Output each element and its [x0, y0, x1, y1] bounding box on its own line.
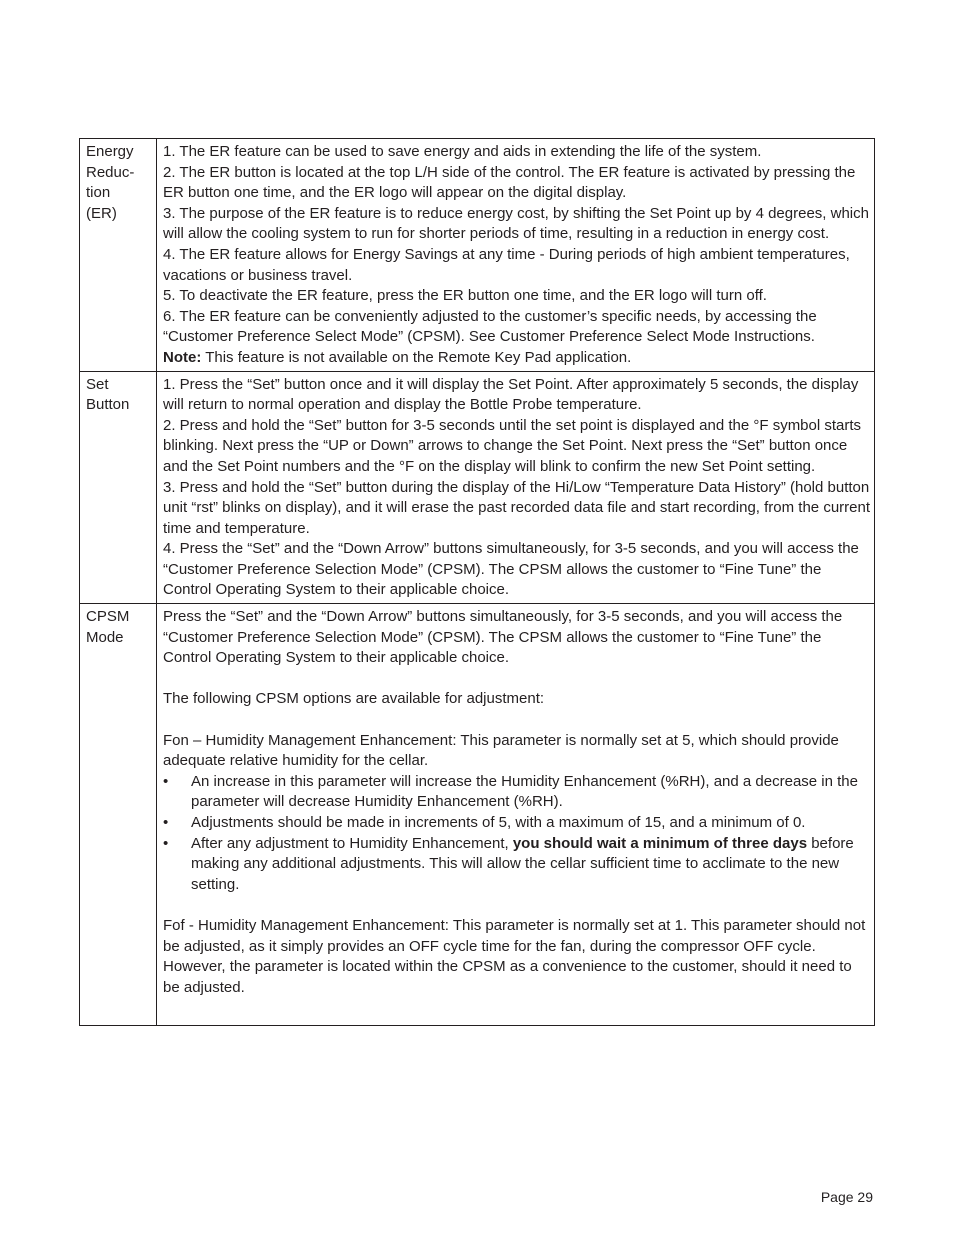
row-description-energy-reduction [157, 139, 875, 372]
er-item-1: 1. The ER feature can be used to save energy and aids in extending the life of the system. [163, 143, 762, 160]
table-row-set-button [80, 371, 875, 604]
page-number: Page 29 [820, 1189, 873, 1205]
fon-bullet-list [163, 772, 870, 896]
cpsm-intro: Press the “Set” and the “Down Arrow” buttons simultaneously, for 3-5 seconds, and you will access the “Customer Preference Selection Mode” (CPSM). The CPSM allows the customer to “Fine Tune” the Control Operating System to their applicable choice. [163, 608, 843, 667]
note-text: This feature is not available on the Remote Key Pad application. [201, 348, 632, 366]
label-line: Reduc- [86, 163, 135, 181]
set-item-4: 4. Press the “Set” and the “Down Arrow” buttons simultaneously, for 3-5 seconds, and you will access the “Customer Preference Selection Mode” (CPSM). The CPSM allows the customer to “Fine Tune” the Control Operating System to their applicable choice. [163, 540, 859, 599]
er-note [163, 348, 870, 369]
bullet-item: • Adjustments should be made in increments of 5, with a maximum of 15, and a minimum of 0. [163, 813, 870, 834]
label-line: Button [86, 396, 130, 414]
bullet-item: • An increase in this parameter will increase the Humidity Enhancement (%RH), and a decrease in the parameter will decrease Humidity Enhancement (%RH). [163, 772, 870, 813]
set-item-3: 3. Press and hold the “Set” button during the display of the Hi/Low “Temperature Data History” (hold button unit “rst” blinks on display), and it will erase the past recorded data file and start recording, from the current time and temperature. [163, 478, 870, 537]
er-item-5: 5. To deactivate the ER feature, press the ER button one time, and the ER logo will turn off. [163, 287, 767, 305]
er-item-2: 2. The ER button is located at the top L/H side of the control. The ER feature is activated by pressing the ER button one time, and the ER logo will appear on the digital display. [163, 163, 856, 202]
fof-description: Fof - Humidity Management Enhancement: This parameter is normally set at 1. This parameter should not be adjusted, as it simply provides an OFF cycle time for the fan, during the compressor OFF cycle. However, the parameter is located within the CPSM as a convenience to the customer, should it need to be adjusted. [163, 916, 866, 996]
label-line: Set [86, 375, 109, 393]
row-description-set-button [157, 371, 875, 604]
bullet-item [163, 834, 870, 896]
spacer [163, 669, 870, 690]
bullet-text: After any adjustment to Humidity Enhancement, [191, 834, 513, 852]
row-label-cpsm-mode [80, 604, 157, 1026]
er-item-3: 3. The purpose of the ER feature is to reduce energy cost, by shifting the Set Point up by 4 degrees, which will allow the cooling system to run for shorter periods of time, resulting in a reduction in energy cost. [163, 204, 869, 243]
row-label-energy-reduction [80, 139, 157, 372]
label-line: Energy [86, 143, 134, 160]
label-line: CPSM [86, 608, 130, 626]
spacer [163, 710, 870, 731]
set-item-1: 1. Press the “Set” button once and it will display the Set Point. After approximately 5 seconds, the display will return to normal operation and display the Bottle Probe temperature. [163, 375, 859, 414]
bullet-emphasis: you should wait a minimum of three days [512, 834, 808, 852]
label-line: tion [86, 184, 111, 202]
label-line: (ER) [86, 204, 117, 222]
table-row-energy-reduction [80, 139, 875, 372]
note-label: Note: [163, 348, 202, 366]
spacer [163, 895, 870, 916]
bullet-text: before making any additional adjustments. This will allow the cellar sufficient time to acclimate to the new setting. [191, 834, 854, 893]
er-item-4: 4. The ER feature allows for Energy Savings at any time - During periods of high ambient temperatures, vacations or business travel. [163, 245, 850, 284]
cpsm-options-intro: The following CPSM options are available for adjustment: [163, 690, 545, 708]
table-row-cpsm-mode [80, 604, 875, 1026]
fon-description: Fon – Humidity Management Enhancement: This parameter is normally set at 5, which should provide adequate relative humidity for the cellar. [163, 731, 839, 770]
row-description-cpsm-mode [157, 604, 875, 1026]
set-item-2: 2. Press and hold the “Set” button for 3-5 seconds until the set point is displayed and the °F symbol starts blinking. Next press the “UP or Down” arrows to change the Set Point. Next press the “Set” button once and the Set Point numbers and the °F on the display will blink to confirm the new Set Point setting. [163, 416, 862, 475]
label-line: Mode [86, 628, 124, 646]
er-item-6: 6. The ER feature can be conveniently adjusted to the customer’s specific needs, by accessing the “Customer Preference Select Mode” (CPSM). See Customer Preference Select Mode Instructions. [163, 307, 817, 346]
row-label-set-button [80, 371, 157, 604]
feature-table [79, 138, 875, 1026]
